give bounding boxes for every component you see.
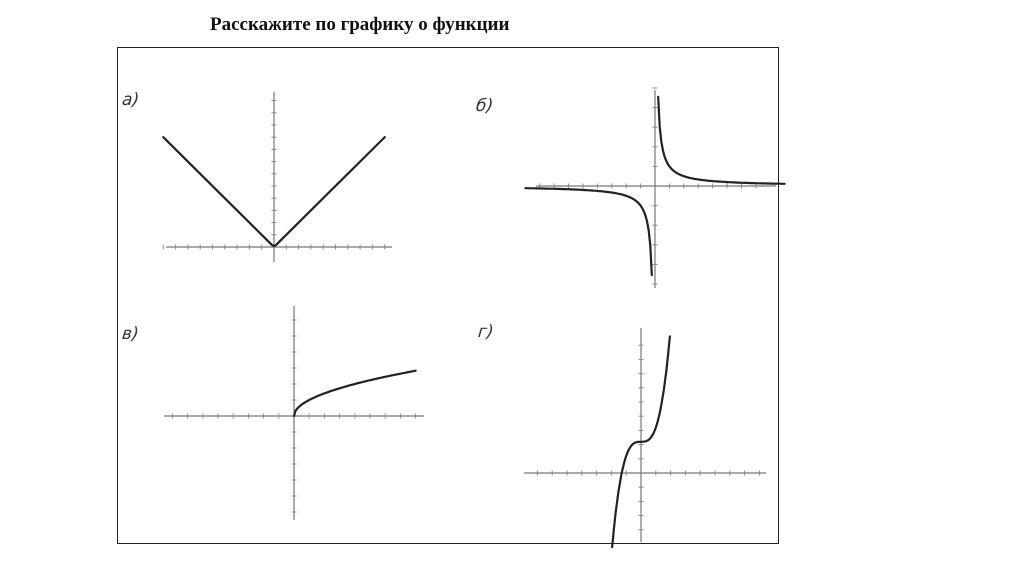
panel-label-a: а) — [120, 90, 141, 110]
panel-label-g: г) — [476, 322, 495, 342]
function-curve-2-1 — [525, 188, 651, 275]
slide-title: Расскажите по графику о функции — [210, 14, 510, 35]
function-curve-2-2 — [658, 97, 784, 184]
function-curve-3-1 — [294, 371, 416, 416]
panel-label-v: в) — [120, 324, 140, 344]
panel-label-b: б) — [474, 96, 495, 116]
